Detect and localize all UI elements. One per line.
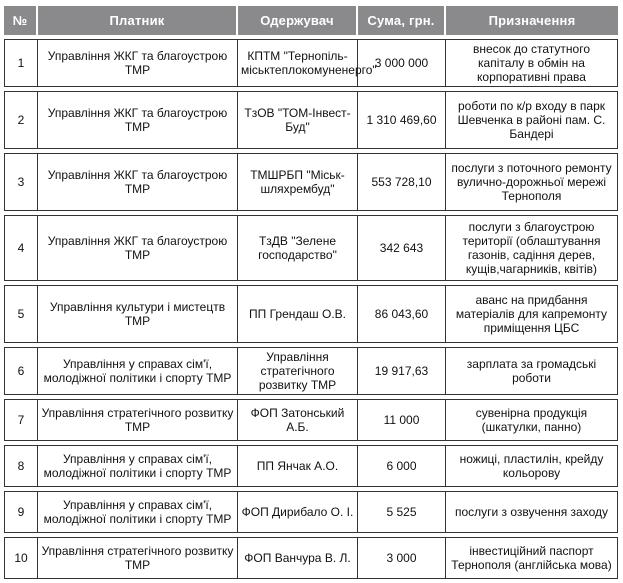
purpose-cell: сувенірна продукція (шкатулки, панно) xyxy=(446,399,618,441)
payer-cell: Управління ЖКГ та благоустрою ТМР xyxy=(38,39,238,87)
row-number: 3 xyxy=(4,153,38,211)
row-number: 5 xyxy=(4,285,38,343)
table-row xyxy=(4,153,618,211)
amount-cell: 86 043,60 xyxy=(358,285,446,343)
table-row xyxy=(4,537,618,579)
payer-cell: Управління стратегічного розвитку ТМР xyxy=(38,537,238,579)
table-row xyxy=(4,445,618,487)
header-recipient: Одержувач xyxy=(238,6,358,35)
payer-cell: Управління ЖКГ та благоустрою ТМР xyxy=(38,91,238,149)
payer-cell: Управління стратегічного розвитку ТМР xyxy=(38,399,238,441)
header-number: № xyxy=(4,6,38,35)
payments-table-wrapper xyxy=(4,6,618,583)
purpose-cell: ножиці, пластилін, крейду кольорову xyxy=(446,445,618,487)
purpose-cell: послуги з благоустрою території (облаштування газонів, садіння дерев, кущів,чагарників, квітів) xyxy=(446,215,618,281)
header-amount: Сума, грн. xyxy=(358,6,446,35)
amount-cell: 19 917,63 xyxy=(358,347,446,395)
recipient-cell: ФОП Ванчура В. Л. xyxy=(238,537,358,579)
row-number: 7 xyxy=(4,399,38,441)
row-number: 4 xyxy=(4,215,38,281)
amount-cell: 3 000 000 xyxy=(358,39,446,87)
recipient-cell: ТМШРБП "Міськ-шляхрембуд" xyxy=(238,153,358,211)
header-purpose: Призначення xyxy=(446,6,618,35)
row-number: 9 xyxy=(4,491,38,533)
recipient-cell: ФОП Затонський А.Б. xyxy=(238,399,358,441)
purpose-cell: інвестиційний паспорт Тернополя (англійська мова) xyxy=(446,537,618,579)
purpose-cell: зарплата за громадські роботи xyxy=(446,347,618,395)
recipient-cell: ПП Грендаш О.В. xyxy=(238,285,358,343)
purpose-cell: послуги з озвучення заходу xyxy=(446,491,618,533)
purpose-cell: внесок до статутного капіталу в обмін на корпоративні права xyxy=(446,39,618,87)
purpose-cell: аванс на придбання матеріалів для капремонту приміщення ЦБС xyxy=(446,285,618,343)
row-number: 2 xyxy=(4,91,38,149)
recipient-cell: ТзДВ "Зелене господарство" xyxy=(238,215,358,281)
amount-cell: 11 000 xyxy=(358,399,446,441)
payer-cell: Управління культури і мистецтв ТМР xyxy=(38,285,238,343)
table-row xyxy=(4,491,618,533)
recipient-cell: Управління стратегічного розвитку ТМР xyxy=(238,347,358,395)
row-number: 1 xyxy=(4,39,38,87)
recipient-cell: ПП Янчак А.О. xyxy=(238,445,358,487)
payer-cell: Управління у справах сім'ї, молодіжної політики і спорту ТМР xyxy=(38,491,238,533)
recipient-cell: КПТМ "Тернопіль-міськтеплокомуненерго" xyxy=(238,39,358,87)
payer-cell: Управління ЖКГ та благоустрою ТМР xyxy=(38,153,238,211)
payer-cell: Управління у справах сім'ї, молодіжної політики і спорту ТМР xyxy=(38,445,238,487)
amount-cell: 5 525 xyxy=(358,491,446,533)
row-number: 6 xyxy=(4,347,38,395)
payer-cell: Управління ЖКГ та благоустрою ТМР xyxy=(38,215,238,281)
recipient-cell: ТзОВ "ТОМ-Інвест-Буд" xyxy=(238,91,358,149)
table-row xyxy=(4,285,618,343)
header-payer: Платник xyxy=(38,6,238,35)
table-row xyxy=(4,399,618,441)
amount-cell: 342 643 xyxy=(358,215,446,281)
recipient-cell: ФОП Дирибало О. І. xyxy=(238,491,358,533)
amount-cell: 3 000 xyxy=(358,537,446,579)
payer-cell: Управління у справах сім'ї, молодіжної політики і спорту ТМР xyxy=(38,347,238,395)
table-row xyxy=(4,91,618,149)
table-row xyxy=(4,39,618,87)
amount-cell: 553 728,10 xyxy=(358,153,446,211)
purpose-cell: роботи по к/р входу в парк Шевченка в районі пам. С. Бандері xyxy=(446,91,618,149)
amount-cell: 6 000 xyxy=(358,445,446,487)
payments-table xyxy=(4,2,618,583)
amount-cell: 1 310 469,60 xyxy=(358,91,446,149)
purpose-cell: послуги з поточного ремонту вулично-дорожньої мережі Тернополя xyxy=(446,153,618,211)
row-number: 10 xyxy=(4,537,38,579)
table-row xyxy=(4,215,618,281)
table-header-row xyxy=(4,6,618,35)
table-row xyxy=(4,347,618,395)
row-number: 8 xyxy=(4,445,38,487)
